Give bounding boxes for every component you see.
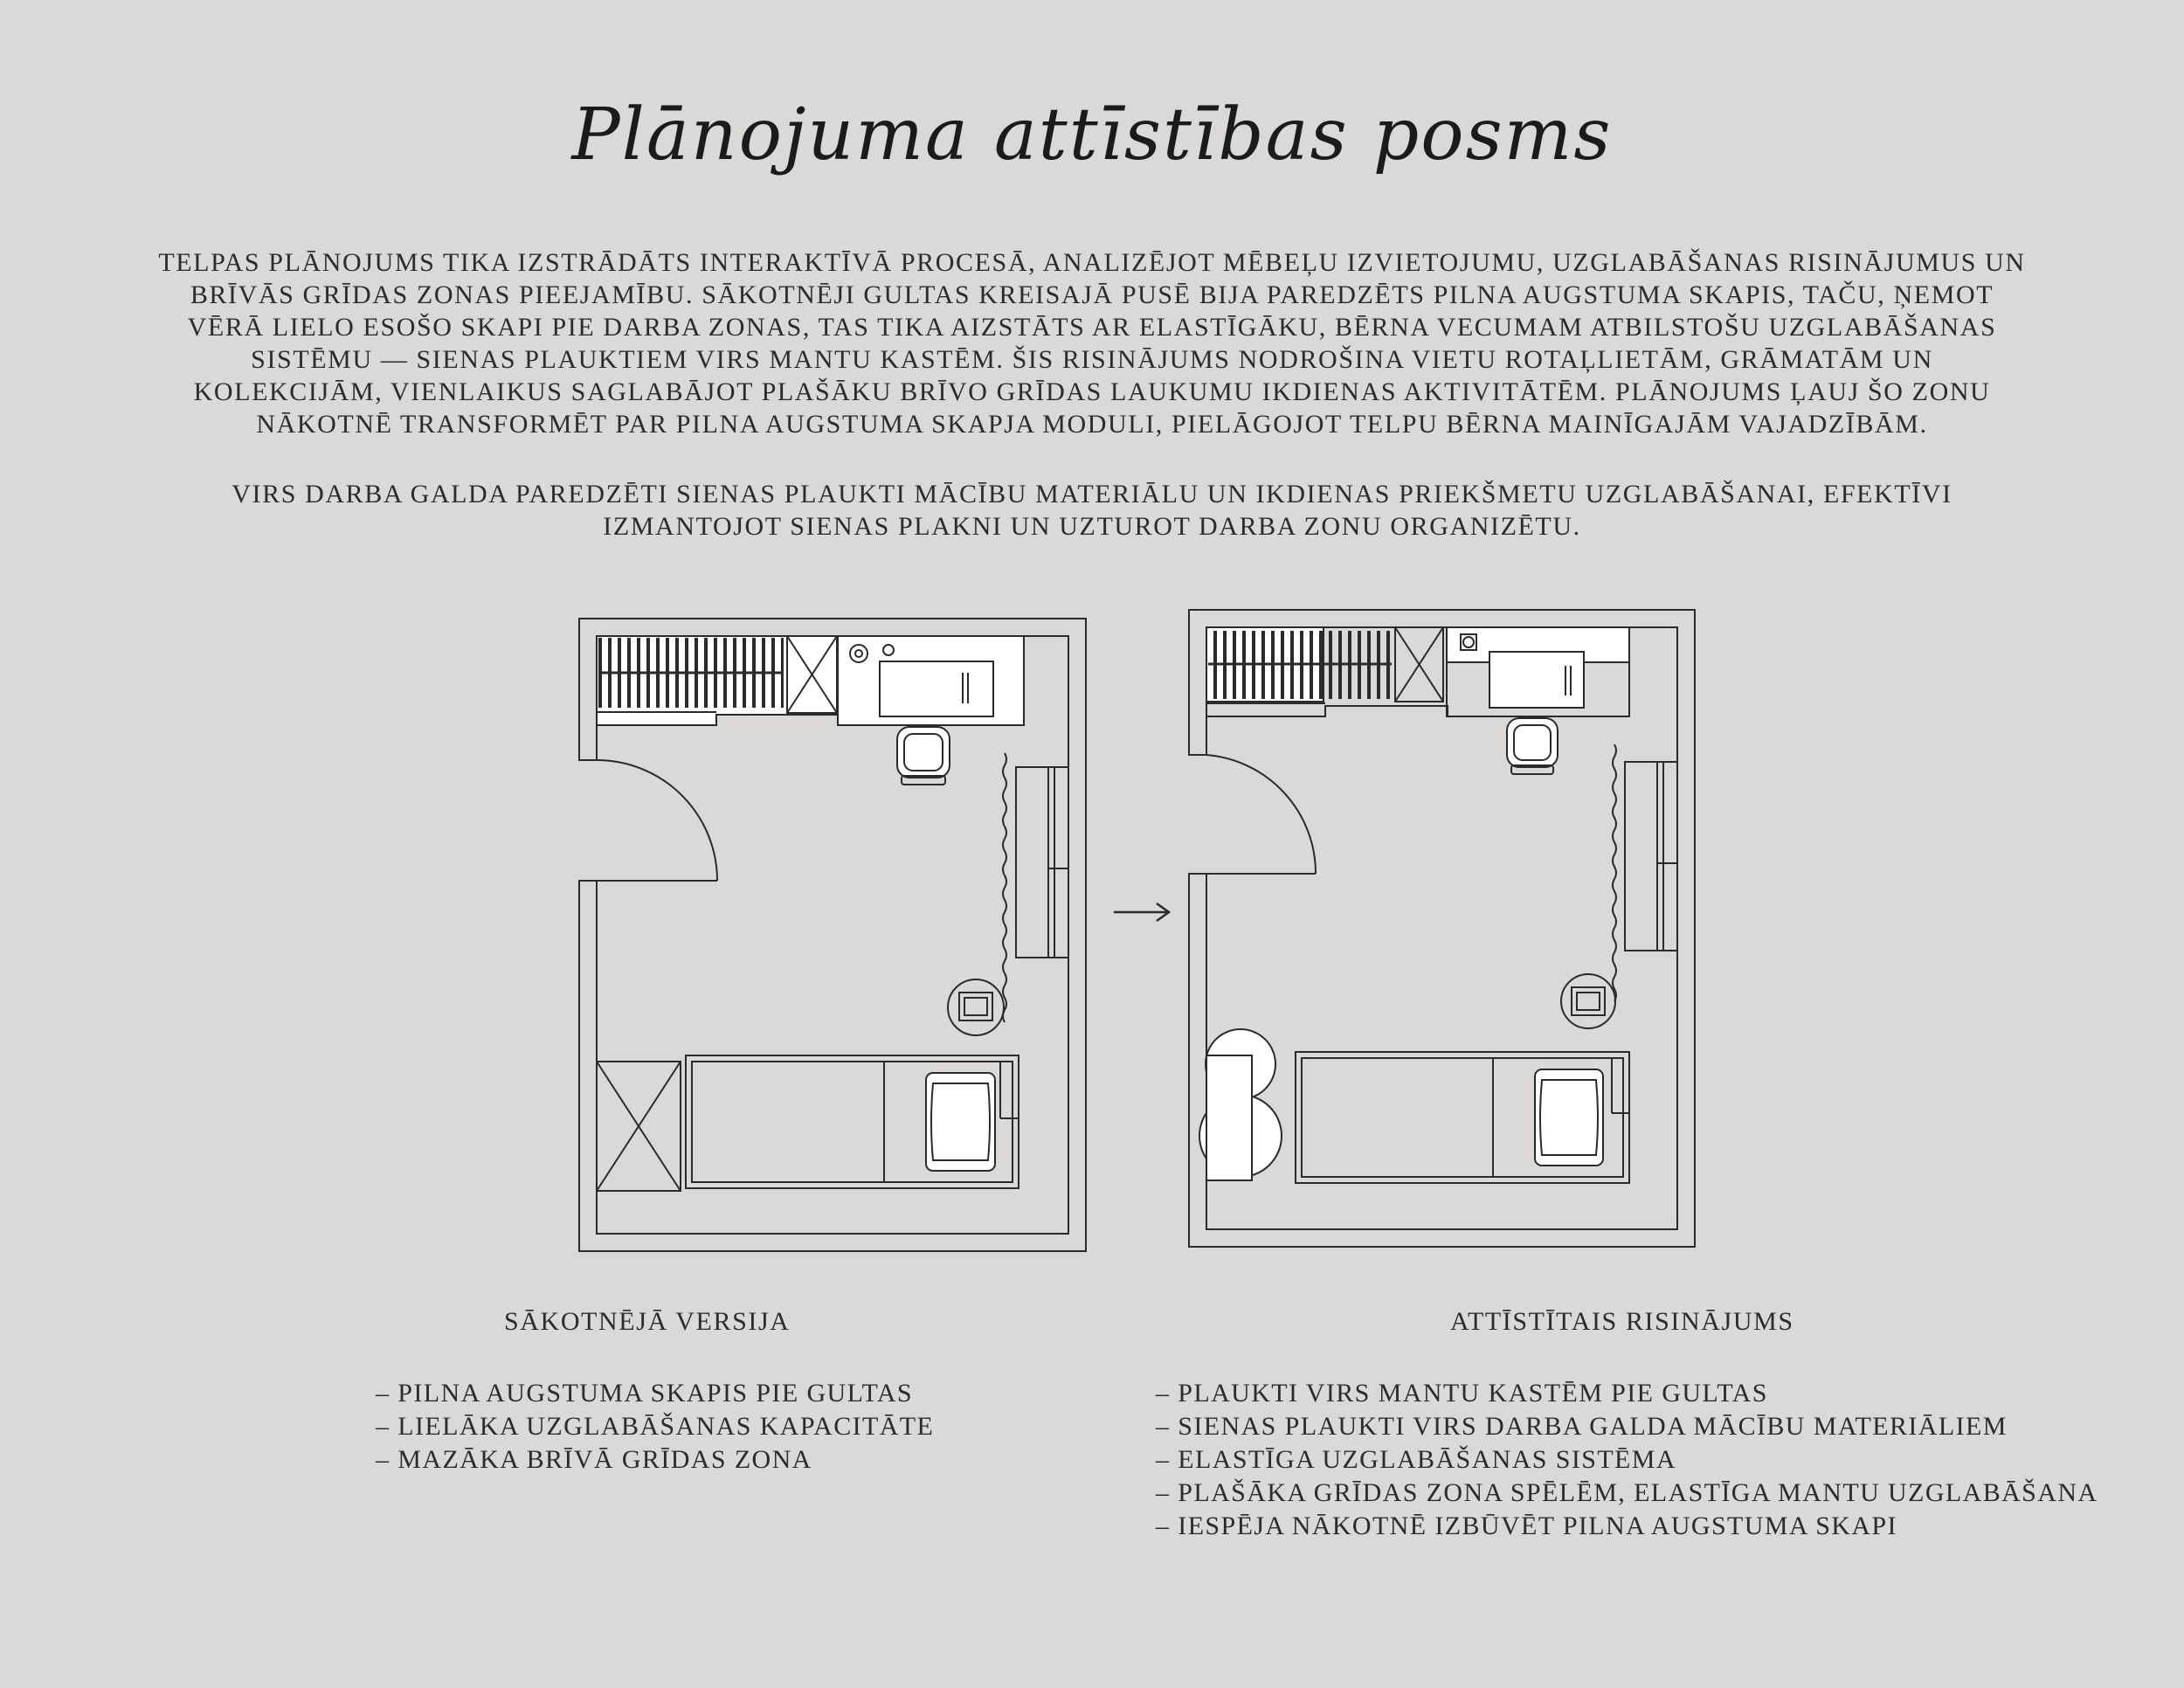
list-item: – MAZĀKA BRĪVĀ GRĪDAS ZONA (376, 1445, 812, 1474)
original-floor-plan (579, 619, 1086, 1251)
right-arrow-icon (1114, 903, 1169, 921)
developed-caption: ATTĪSTĪTAIS RISINĀJUMS (1450, 1307, 1794, 1336)
list-item: – SIENAS PLAUKTI VIRS DARBA GALDA MĀCĪBU MATERIĀLIEM (1156, 1412, 2008, 1441)
list-item: – PLAUKTI VIRS MANTU KASTĒM PIE GULTAS (1156, 1379, 1768, 1408)
monitor (1489, 652, 1584, 708)
list-item: – PLAŠĀKA GRĪDAS ZONA SPĒLĒM, ELASTĪGA MANTU UZGLABĀŠANA (1156, 1478, 2098, 1507)
window (1016, 767, 1068, 958)
side-table (948, 979, 1004, 1035)
list-item: – PILNA AUGSTUMA SKAPIS PIE GULTAS (376, 1379, 914, 1408)
list-item: – ELASTĪGA UZGLABĀŠANAS SISTĒMA (1156, 1445, 1676, 1474)
toy-storage-boxes (1199, 1029, 1282, 1180)
original-features-list (376, 1377, 934, 1477)
desk-chair (1507, 718, 1558, 774)
original-caption: SĀKOTNĒJĀ VERSIJA (504, 1307, 791, 1336)
developed-floor-plan (1189, 610, 1695, 1247)
bed (686, 1055, 1019, 1188)
developed-features-list (1156, 1377, 2098, 1543)
window (1625, 762, 1677, 951)
list-item: – IESPĒJA NĀKOTNĒ IZBŪVĒT PILNA AUGSTUMA SKAPI (1156, 1512, 1897, 1540)
side-table (1561, 974, 1615, 1028)
desk-chair (897, 727, 950, 785)
list-item: – LIELĀKA UZGLABĀŠANAS KAPACITĀTE (376, 1412, 935, 1441)
door-swing (597, 760, 717, 881)
bed (1296, 1052, 1629, 1183)
curtain (1613, 744, 1616, 1001)
page-title: Plānojuma attīstības posms (571, 93, 1613, 176)
intro-paragraph: TELPAS PLĀNOJUMS TIKA IZSTRĀDĀTS INTERAKTĪVĀ PROCESĀ, ANALIZĒJOT MĒBEĻU IZVIETOJUMU, UZGLABĀŠANAS RISINĀJUMUS UN BRĪVĀS GRĪDAS ZONAS PIEEJAMĪBU. SĀKOTNĒJI GULTAS KREISAJĀ PUSĒ BIJA PAREDZĒTS PILNA AUGSTUMA SKAPIS, TAČU, ŅEMOT VĒRĀ LIELO ESOŠO SKAPI PIE DARBA ZONAS, TAS TIKA AIZSTĀTS AR ELASTĪGĀKU, BĒRNA VECUMAM ATBILSTOŠU UZGLABĀŠANAS SISTĒMU — SIENAS PLAUKTIEM VIRS MANTU KASTĒM. ŠIS RISINĀJUMS NODROŠINA VIETU ROTAĻLIETĀM, GRĀMATĀM UN KOLEKCIJĀM, VIENLAIKUS SAGLABĀJOT PLAŠĀKU BRĪVO GRĪDAS LAUKUMU IKDIENAS AKTIVITĀTĒM. PLĀNOJUMS ĻAUJ ŠO ZONU NĀKOTNĒ TRANSFORMĒT PAR PILNA AUGSTUMA SKAPJA MODULI, PIELĀGOJOT TELPU BĒRNA MAINĪGAJĀM VAJADZĪBĀM. (158, 248, 2026, 439)
shelves-paragraph: VIRS DARBA GALDA PAREDZĒTI SIENAS PLAUKTI MĀCĪBU MATERIĀLU UN IKDIENAS PRIEKŠMETU UZGLABĀŠANAI, EFEKTĪVI IZMANTOJOT SIENAS PLAKNI UN UZTUROT DARBA ZONU ORGANIZĒTU. (232, 480, 1952, 541)
curtain (1003, 753, 1006, 1022)
door-swing (1206, 755, 1316, 874)
